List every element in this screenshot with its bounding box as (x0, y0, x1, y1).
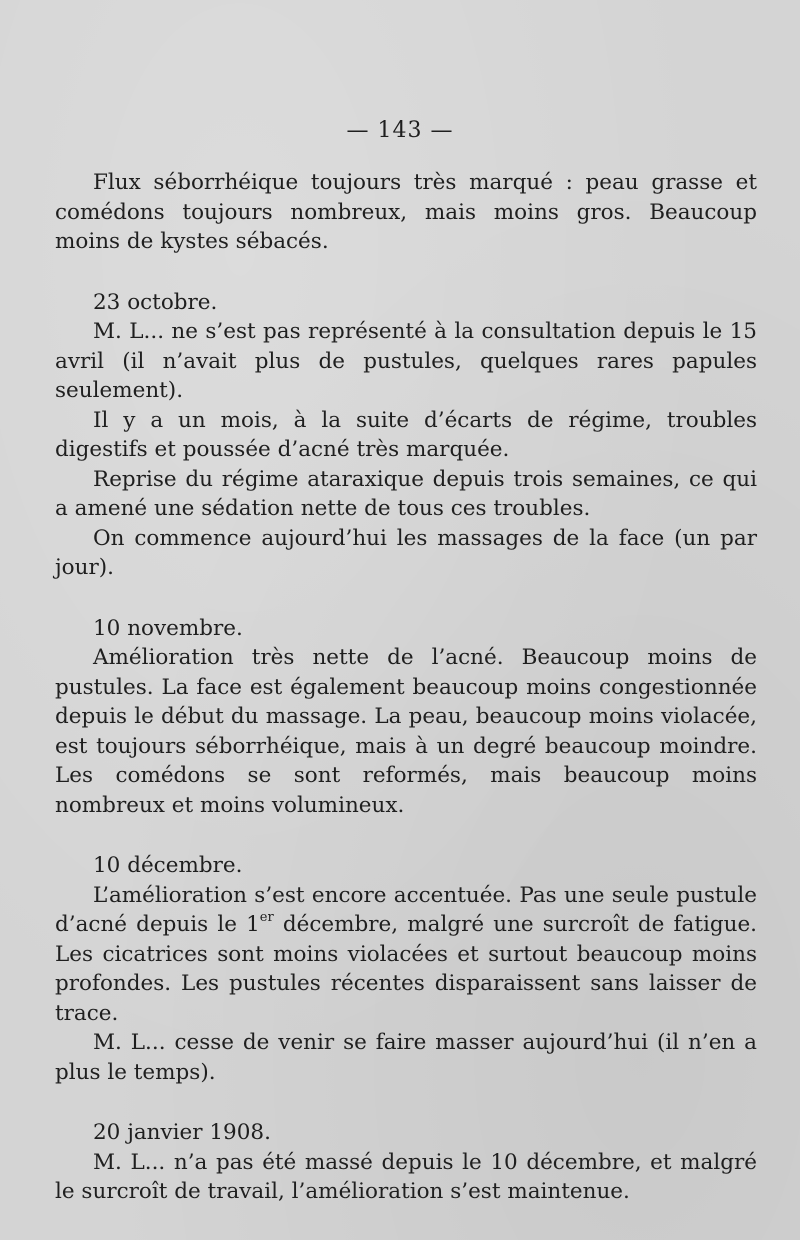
paragraph: Amélioration très nette de l’acné. Beaucoup moins de pustules. La face est également beaucoup moins congestionnée depuis le début du massage. La peau, beaucoup moins violacée, est toujours séborrhéique, mais à un degré beaucoup moindre. Les comédons se sont reformés, mais beaucoup moins nombreux et moins volumineux. (55, 645, 757, 818)
superscript: er (259, 909, 274, 925)
paragraph (55, 881, 757, 1029)
text-run: décembre, malgré une surcroît de fatigue. Les cicatrices sont moins violacées et surtout beaucoup moins profondes. Les pustules récentes disparaissent sans laisser de trace. (55, 912, 757, 1026)
date-heading: 10 novembre. (93, 615, 243, 641)
page-number: — 143 — (346, 118, 454, 143)
paragraph: On commence aujourd’hui les massages de la face (un par jour). (55, 525, 757, 580)
paragraph: M. L... n’a pas été massé depuis le 10 décembre, et malgré le surcroît de travail, l’amélioration s’est maintenue. (55, 1149, 757, 1204)
body-text (55, 168, 757, 1207)
paragraph: M. L... cesse de venir se faire masser aujourd’hui (il n’en a plus le temps). (55, 1030, 757, 1085)
date-heading: 10 décembre. (93, 853, 243, 878)
paragraph: M. L... ne s’est pas représenté à la consultation depuis le 15 avril (il n’avait plus de pustules, quelques rares papules seulement). (55, 319, 757, 403)
paragraph: Reprise du régime ataraxique depuis trois semaines, ce qui a amené une sédation nette de tous ces troubles. (55, 466, 757, 521)
text-run: L’amélioration s’est encore accentuée. Pas une seule pustule d’acné depuis le 1 (55, 882, 757, 937)
paragraph: Flux séborrhéique toujours très marqué : peau grasse et comédons toujours nombreux, mais moins gros. Beaucoup moins de kystes sébacés. (55, 170, 757, 254)
date-heading: 23 octobre. (93, 289, 218, 315)
paragraph: Il y a un mois, à la suite d’écarts de régime, troubles digestifs et poussée d’acné très marquée. (55, 407, 757, 462)
date-heading: 20 janvier 1908. (93, 1120, 271, 1145)
